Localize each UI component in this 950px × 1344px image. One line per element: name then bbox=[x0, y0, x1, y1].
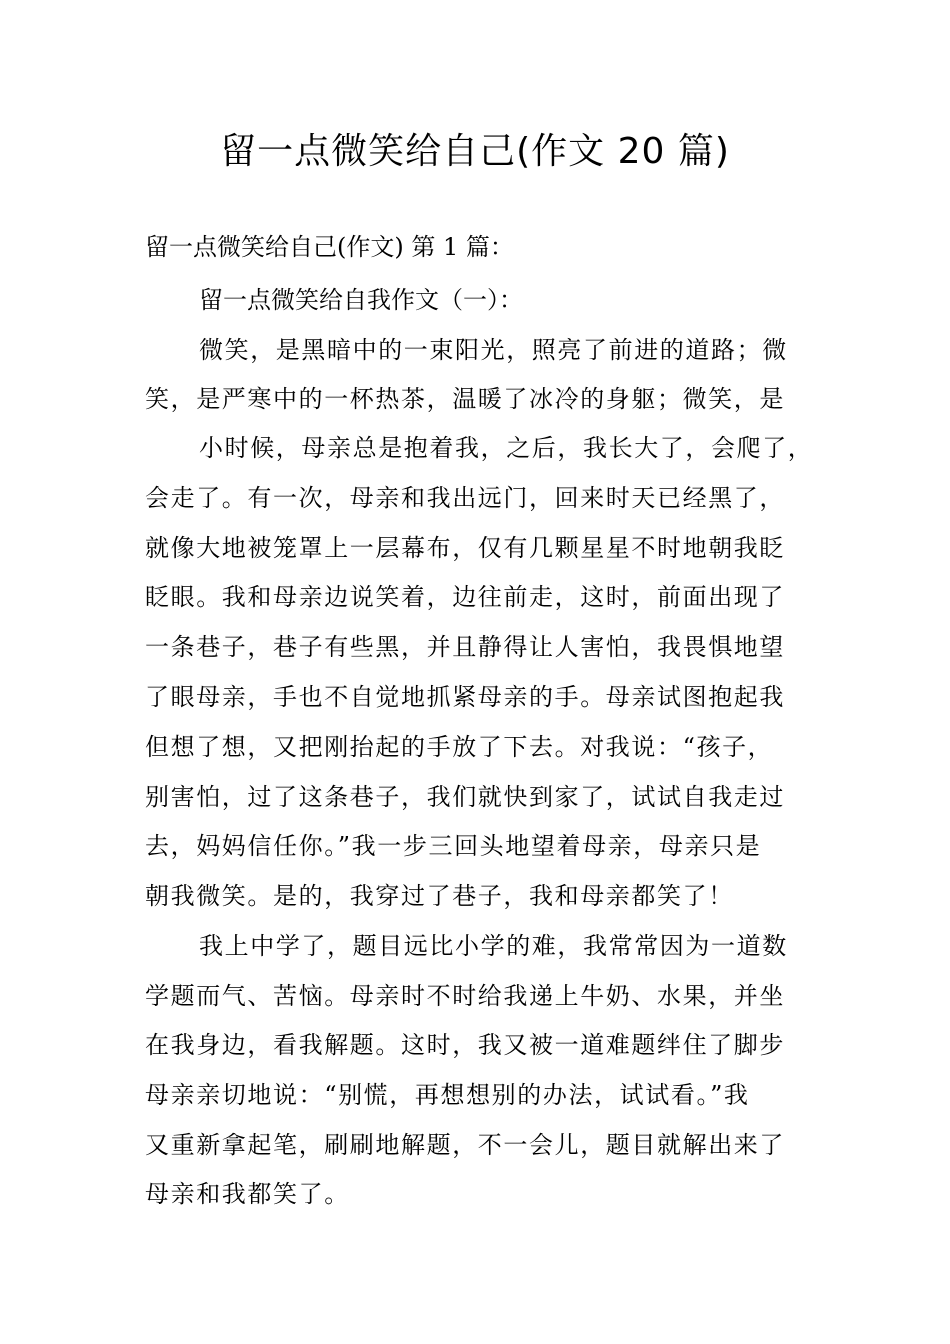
paragraph-line: 一条巷子，巷子有些黑，并且静得让人害怕，我畏惧地望 bbox=[145, 633, 785, 661]
paragraph-line: 我上中学了，题目远比小学的难，我常常因为一道数 bbox=[199, 932, 788, 960]
paragraph-line: 会走了。有一次，母亲和我出远门，回来时天已经黑了， bbox=[145, 484, 785, 512]
paragraph-line: 微笑，是黑暗中的一束阳光，照亮了前进的道路；微 bbox=[199, 336, 788, 364]
paragraph-line: 又重新拿起笔，刷刷地解题，不一会儿，题目就解出来了 bbox=[145, 1131, 785, 1159]
section-heading: 留一点微笑给自己(作文) 第 1 篇： bbox=[145, 233, 514, 261]
paragraph-line: 了眼母亲，手也不自觉地抓紧母亲的手。母亲试图抱起我 bbox=[145, 683, 785, 711]
paragraph-line: 母亲和我都笑了。 bbox=[145, 1180, 350, 1208]
document-title: 留一点微笑给自己(作文 20 篇) bbox=[220, 131, 730, 172]
paragraph-line: 就像大地被笼罩上一层幕布，仅有几颗星星不时地朝我眨 bbox=[145, 534, 785, 562]
paragraph-line: 笑，是严寒中的一杯热茶，温暖了冰冷的身躯；微笑，是 bbox=[145, 385, 785, 413]
subheading: 留一点微笑给自我作文（一）： bbox=[199, 286, 523, 314]
paragraph-line: 学题而气、苦恼。母亲时不时给我递上牛奶、水果，并坐 bbox=[145, 982, 785, 1010]
paragraph-line: 但想了想，又把刚抬起的手放了下去。对我说：“孩子， bbox=[145, 733, 774, 761]
paragraph-line: 母亲亲切地说：“别慌，再想想别的办法，试试看。”我 bbox=[145, 1081, 750, 1109]
paragraph-line: 眨眼。我和母亲边说笑着，边往前走，这时，前面出现了 bbox=[145, 583, 785, 611]
paragraph-line: 小时候，母亲总是抱着我，之后，我长大了，会爬了， bbox=[199, 434, 814, 462]
paragraph-line: 朝我微笑。是的，我穿过了巷子，我和母亲都笑了！ bbox=[145, 882, 734, 910]
paragraph-line: 在我身边，看我解题。这时，我又被一道难题绊住了脚步 bbox=[145, 1031, 785, 1059]
paragraph-line: 别害怕，过了这条巷子，我们就快到家了，试试自我走过 bbox=[145, 783, 785, 811]
paragraph-line: 去，妈妈信任你。”我一步三回头地望着母亲，母亲只是 bbox=[145, 832, 762, 860]
